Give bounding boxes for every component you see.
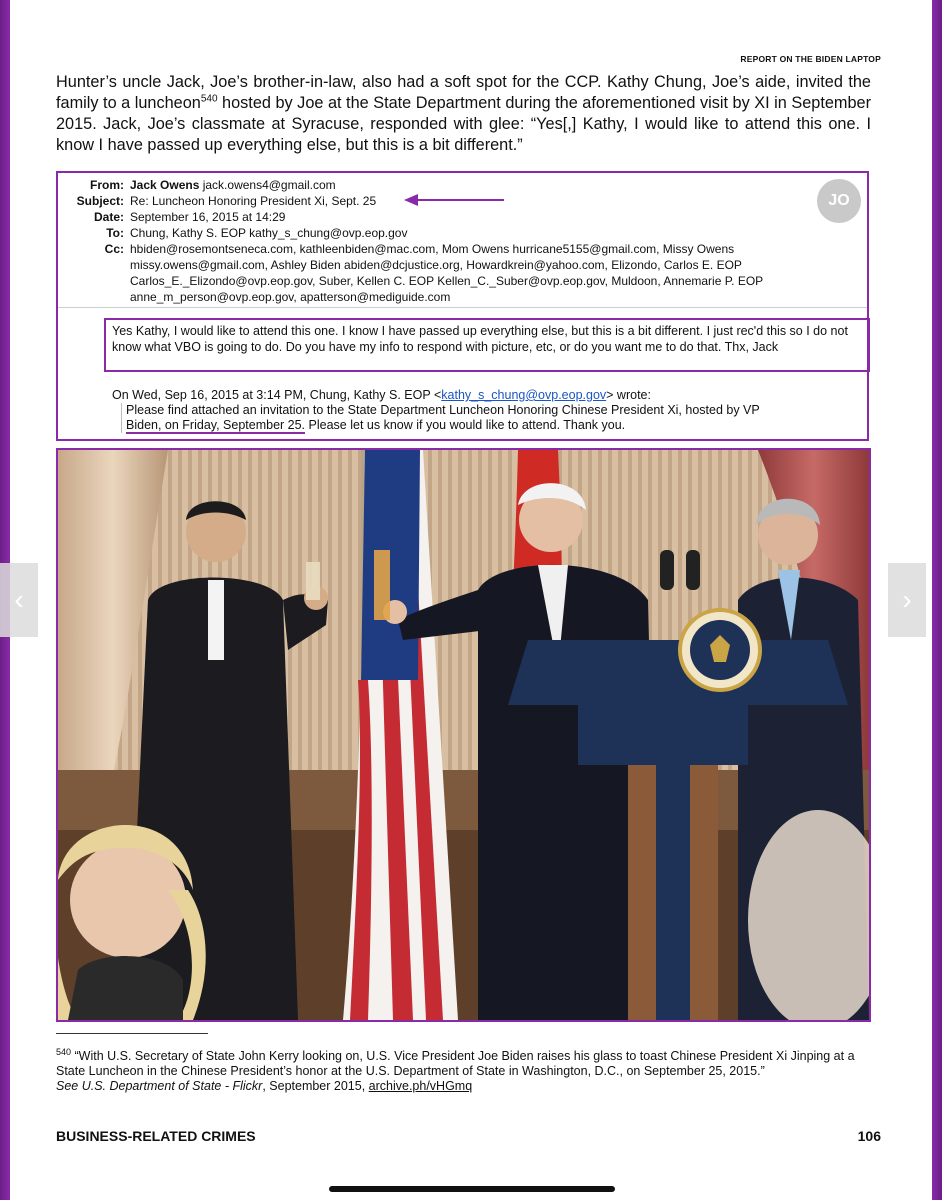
email-reply-highlight: Yes Kathy, I would like to attend this one. I know I have passed up everything else, but this is a bit different. I just rec'd this so I do not know what VBO is going to do. Do you have my info to respond with picture, etc, or do you want me to do that. Thx, Jack: [104, 318, 870, 372]
email-screenshot: [56, 171, 869, 441]
home-indicator[interactable]: [329, 1186, 615, 1192]
email-subject: Re: Luncheon Honoring President Xi, Sept. 25: [130, 194, 377, 208]
running-head: REPORT ON THE BIDEN LAPTOP: [740, 54, 881, 64]
arrow-left-icon: [404, 193, 504, 207]
footnote-rule: [56, 1033, 208, 1034]
email-to: Chung, Kathy S. EOP kathy_s_chung@ovp.eop.gov: [130, 226, 408, 240]
email-subject-row: Subject: Re: Luncheon Honoring President Xi, Sept. 25: [58, 193, 810, 209]
previous-page-button[interactable]: [0, 563, 38, 637]
page-number: 106: [857, 1128, 881, 1144]
sender-avatar: JO: [817, 179, 861, 223]
email-from-row: From: Jack Owens jack.owens4@gmail.com: [90, 178, 336, 192]
email-cc: hbiden@rosemontseneca.com, kathleenbiden@mac.com, Mom Owens hurricane5155@gmail.com, Missy Owens missy.owens@gmail.com, Ashley Biden abiden@dcjustice.org, Howardkrein@yahoo.com, Elizondo, Carlos E. EOP Carlos_E._Elizondo@ovp.eop.gov, Suber, Kellen C. EOP Kellen_C._Suber@ovp.eop.gov, Muldoon, Annemarie P. EOP anne_m_person@ovp.eop.gov, apatterson@mediguide.com: [130, 242, 763, 304]
chevron-right-icon: ›: [902, 584, 912, 615]
luncheon-photo: [56, 448, 871, 1022]
email-from-address: jack.owens4@gmail.com: [202, 178, 336, 192]
quoted-message-body: Please find attached an invitation to the State Department Luncheon Honoring Chinese President Xi, hosted by VP Biden, on Friday, September 25. Please let us know if you would like to attend. Thank you.: [126, 403, 760, 432]
quoted-message-header: On Wed, Sep 16, 2015 at 3:14 PM, Chung, Kathy S. EOP <kathy_s_chung@ovp.eop.gov> wrote:: [112, 388, 651, 402]
underlined-date: Biden, on Friday, September 25.: [126, 418, 306, 432]
footnote-ref[interactable]: 540: [200, 93, 218, 105]
next-page-button[interactable]: [888, 563, 926, 637]
footnote-540: $^{540}$ “With U.S. Secretary of State John Kerry looking on, U.S. Vice President Joe Biden raises his glass to toast Chinese President Xi Jinping at a State Luncheon in the Chinese President’s honor at the U.S. Department of State in Washington, D.C., on September 25, 2015.” See U.S. Department of State - Flickr, September 2015, archive.ph/vHGmq: [56, 1047, 855, 1094]
footer-section-title: BUSINESS-RELATED CRIMES: [56, 1128, 256, 1144]
quote-bar: [121, 403, 122, 433]
email-date-row: Date: September 16, 2015 at 14:29: [58, 209, 810, 225]
email-divider: [58, 307, 867, 308]
intro-paragraph: Hunter’s uncle Jack, Joe’s brother-in-law, also had a soft spot for the CCP. Kathy Chung, Joe’s aide, invited the family to a luncheon$^{540}$ hosted by Joe at the State Department during the aforementioned visit by XI in September 2015. Jack, Joe’s classmate at Syracuse, responded with glee: “Yes[,] Kathy, I would like to attend this one. I know I have passed up everything else, but this is a bit different.”: [56, 73, 872, 154]
email-date: September 16, 2015 at 14:29: [130, 210, 286, 224]
email-cc-row: Cc: hbiden@rosemontseneca.com, kathleenbiden@mac.com, Mom Owens hurricane5155@gmail.com, Missy Owens missy.owens@gmail.com, Ashley Biden abiden@dcjustice.org, Howardkrein@yahoo.com, Elizondo, Carlos E. EOP Carlos_E._Elizondo@ovp.eop.gov, Suber, Kellen C. EOP Kellen_C._Suber@ovp.eop.gov, Muldoon, Annemarie P. EOP anne_m_person@ovp.eop.gov, apatterson@mediguide.com: [58, 241, 810, 305]
chevron-left-icon: ‹: [14, 584, 24, 615]
quoted-sender-link[interactable]: kathy_s_chung@ovp.eop.gov: [441, 388, 607, 402]
email-to-row: To: Chung, Kathy S. EOP kathy_s_chung@ovp.eop.gov: [58, 225, 810, 241]
toast-photo-illustration: [58, 450, 869, 1020]
email-from-name: Jack Owens: [130, 178, 200, 192]
source-link[interactable]: archive.ph/vHGmq: [368, 1079, 473, 1094]
